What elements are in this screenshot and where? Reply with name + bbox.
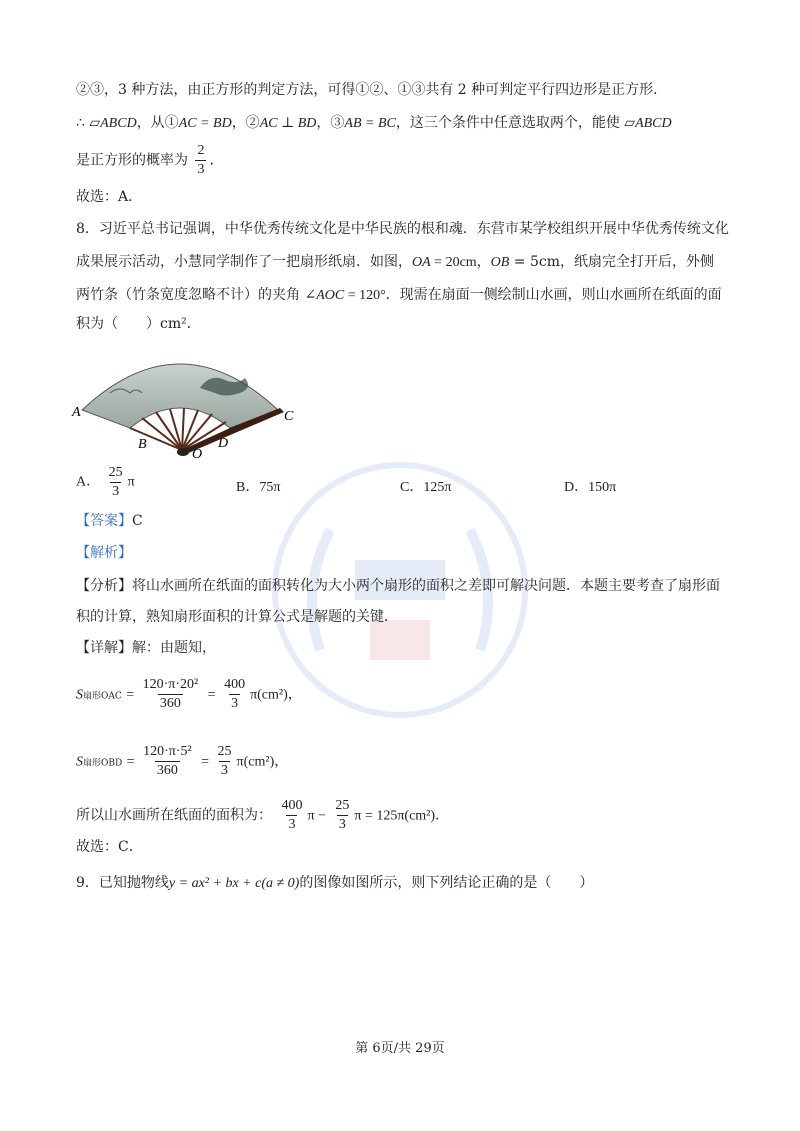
prev-choose: 故选：A． (76, 189, 143, 205)
option-d: D．150π (564, 480, 617, 495)
q9-line: 9．已知抛物线y = ax² + bx + c(a ≠ 0)的图像如图所示，则下列结论正确的是（ ） (76, 875, 594, 891)
label-B: B (138, 437, 147, 452)
prev-solution-line-1: ②③，3 种方法，由正方形的判定方法，可得①②、①③共有 2 种可判定平行四边形是正方形． (76, 82, 668, 98)
label-O: O (192, 447, 203, 462)
fenxi-line-1: 【分析】将山水画所在纸面的面积转化为大小两个扇形的面积之差即可解决问题．本题主要考查了扇形面 (76, 578, 720, 594)
q8-line-2: 成果展示活动，小慧同学制作了一把扇形纸扇．如图，OA = 20cm，OB = 5cm，纸扇完全打开后，外侧 (76, 254, 714, 270)
analysis-tag: 【解析】 (76, 545, 132, 561)
xiangjie-line: 【详解】解：由题知， (76, 640, 216, 656)
option-a: A． $\frac{25}{3}$ π (76, 465, 135, 499)
prev-solution-line-3: 是正方形的概率为 $\frac{2}{3}$ ． (76, 143, 224, 177)
formula-s2: S扇形OBD = $\frac{\text{120·π·5²}}{360}$ = $\frac{25}{3}$ π(cm²)， (76, 744, 289, 778)
prev-solution-line-2: ∴ ▱ABCD，从①AC = BD，②AC ⊥ BD，③AB = BC，这三个条件中任意选取两个，能使 ▱ABCD (76, 115, 672, 131)
probability-fraction: $\frac{2}{3}$ (197, 143, 205, 177)
q8-line-4: 积为（ ）cm²． (76, 316, 201, 332)
result-line: 所以山水画所在纸面的面积为： $\frac{400}{3}$ π − $\frac{25}{3}$ π = 125π(cm²)． (76, 798, 450, 832)
option-b: B．75π (236, 480, 281, 495)
answer-line: 【答案】C (76, 513, 143, 529)
choose-line: 故选：C． (76, 839, 143, 855)
q8-line-3: 两竹条（竹条宽度忽略不计）的夹角 ∠AOC = 120°．现需在扇面一侧绘制山水画，则山水画所在纸面的面 (76, 287, 722, 303)
q8-line-1: 8．习近平总书记强调，中华优秀传统文化是中华民族的根和魂．东营市某学校组织开展中华优秀传统文化 (76, 221, 729, 237)
label-D: D (218, 436, 229, 451)
formula-s1: S扇形OAC = $\frac{\text{120·π·20²}}{360}$ = $\frac{400}{3}$ π(cm²)， (76, 677, 302, 711)
option-c: C．125π (400, 480, 452, 495)
label-C: C (284, 409, 294, 424)
fenxi-line-2: 积的计算，熟知扇形面积的计算公式是解题的关键． (76, 609, 398, 625)
fan-figure (70, 348, 310, 462)
page-footer: 第 6页/共 29页 (355, 1041, 445, 1056)
label-A: A (72, 405, 81, 420)
